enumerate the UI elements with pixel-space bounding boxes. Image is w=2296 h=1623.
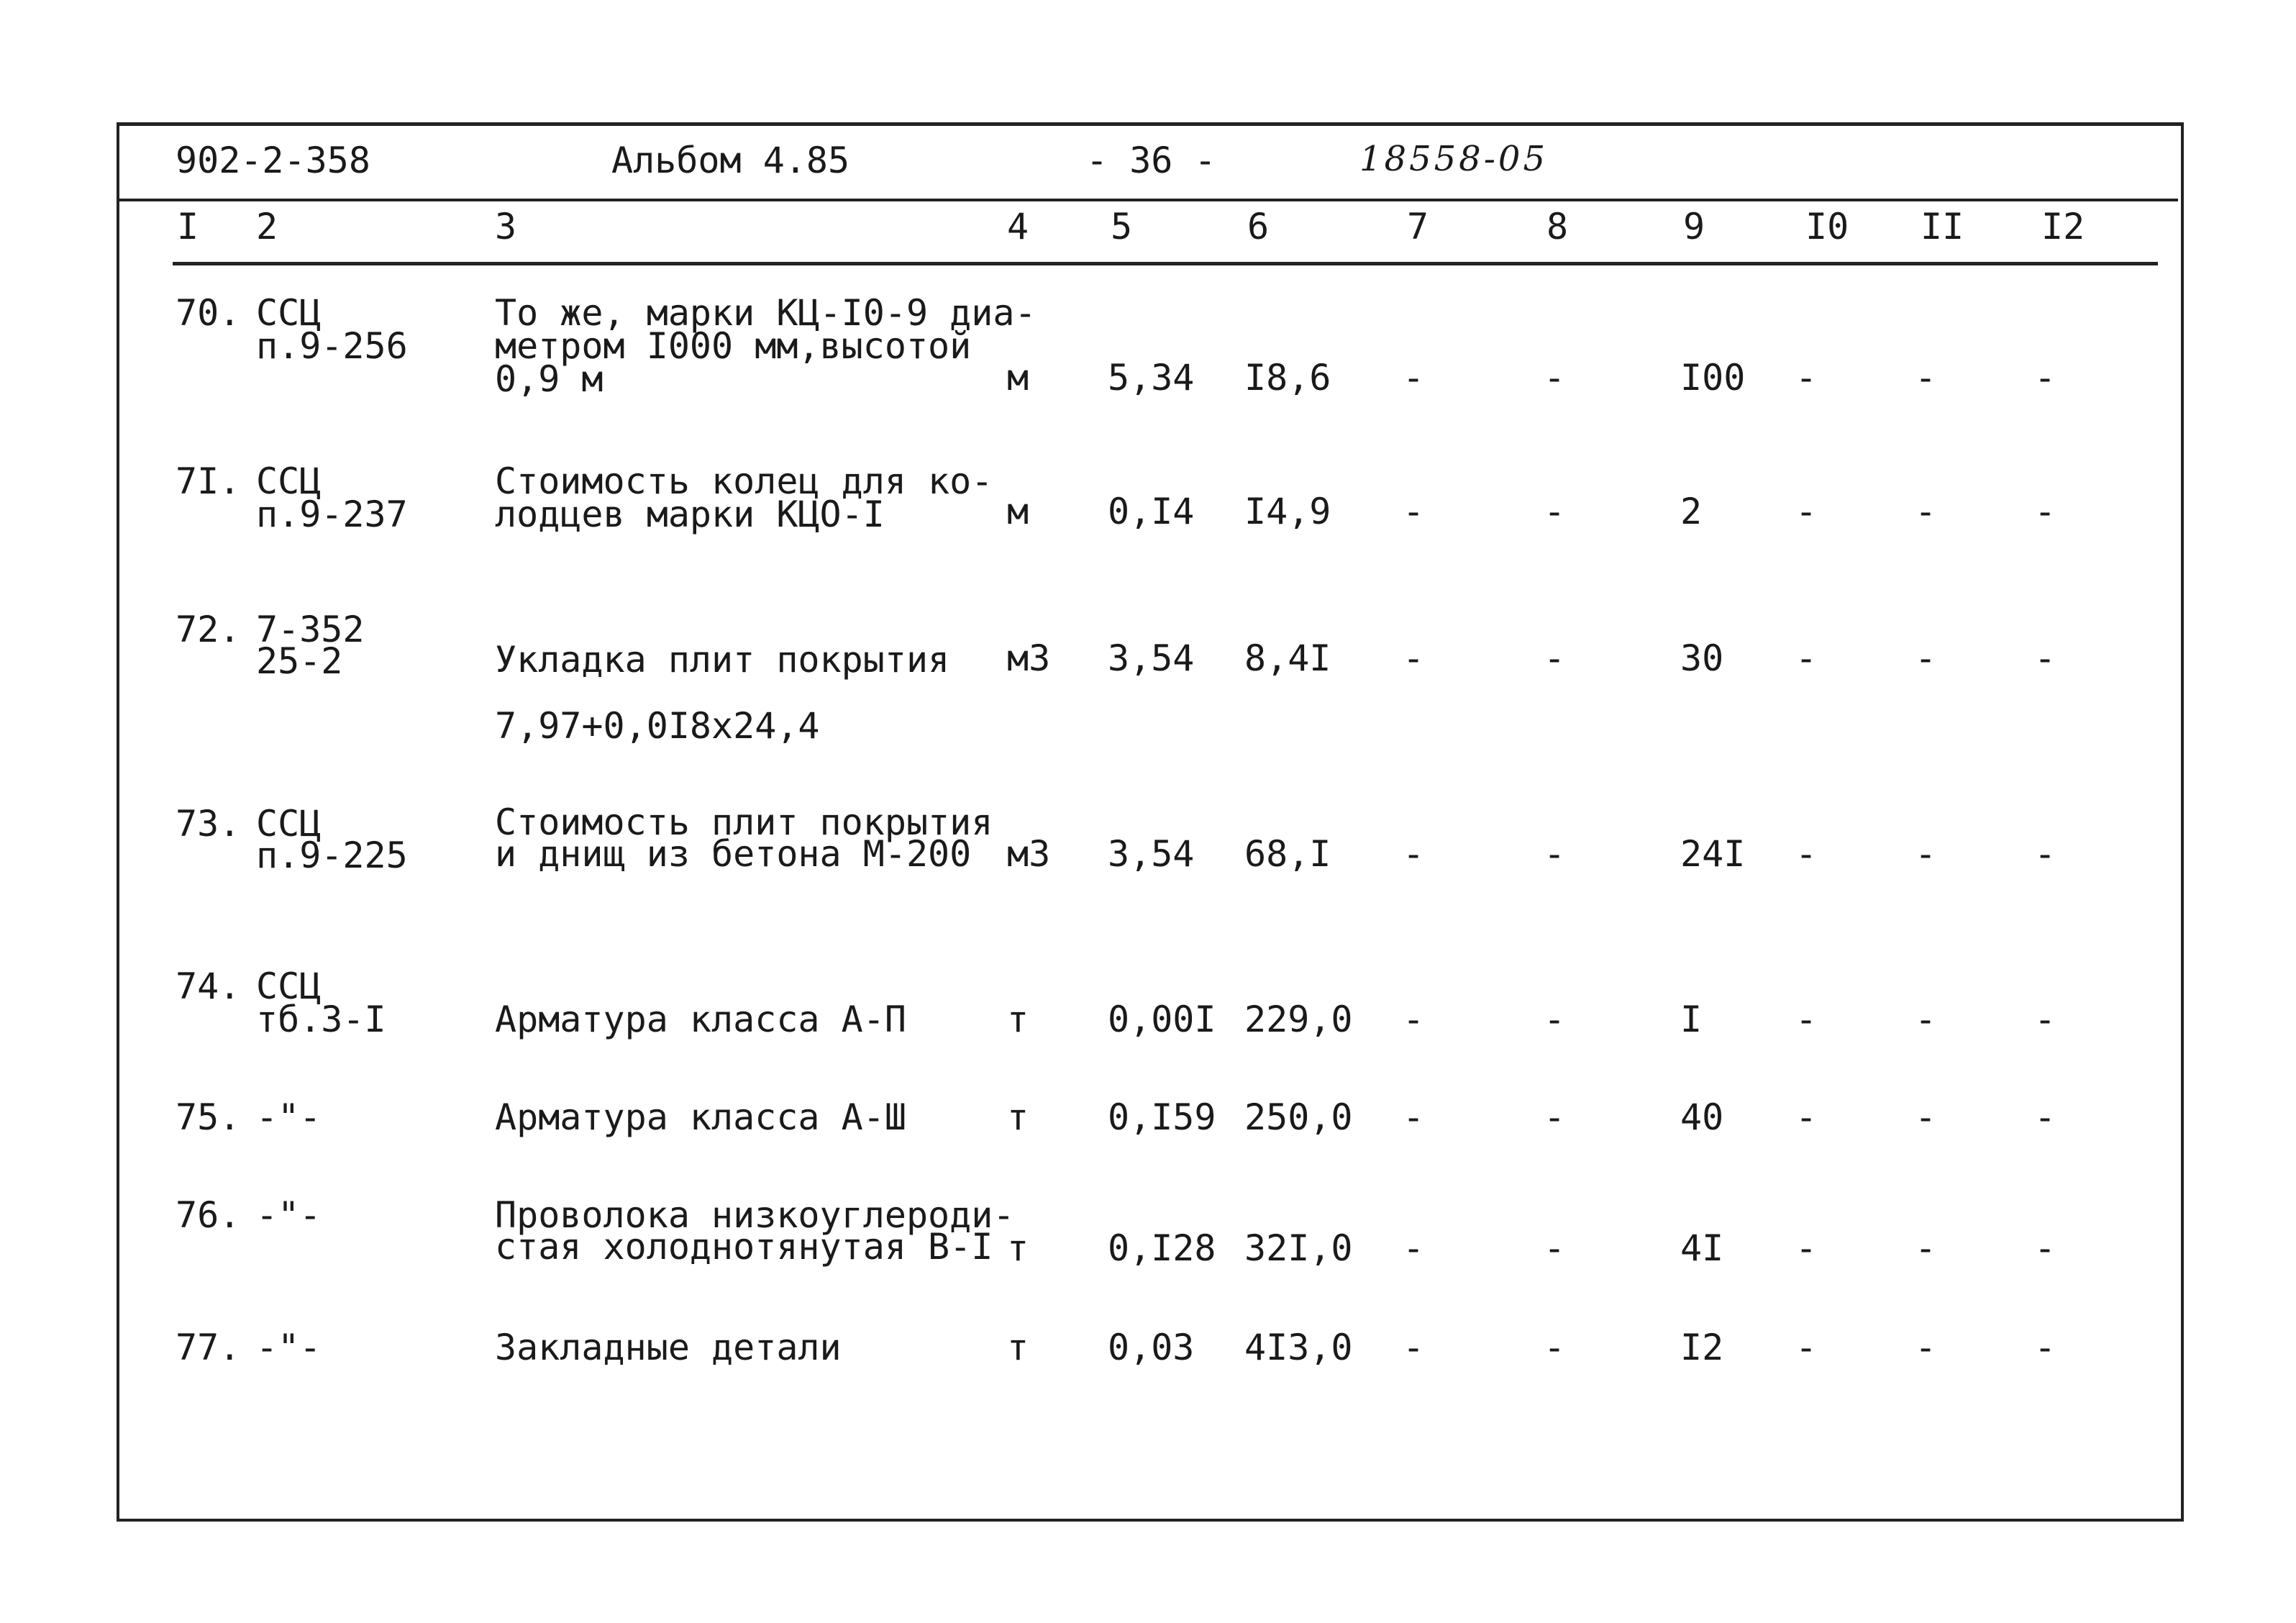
row-72-col7: - xyxy=(1403,637,1425,679)
row-70-col9: I00 xyxy=(1680,357,1746,399)
row-70-col11: - xyxy=(1915,357,1937,399)
row-70-col8: - xyxy=(1544,357,1566,399)
row-77-number: 77. xyxy=(176,1327,241,1368)
row-71-number: 7I. xyxy=(176,460,241,502)
row-70-col7: - xyxy=(1403,357,1425,399)
row-72-col12: - xyxy=(2034,637,2056,679)
row-70-unit: м xyxy=(1007,357,1029,399)
row-76-number: 76. xyxy=(176,1194,241,1236)
row-76-col7: - xyxy=(1403,1227,1425,1269)
row-77-price: 4I3,0 xyxy=(1244,1327,1353,1368)
row-70-code-2: п.9-256 xyxy=(256,325,408,367)
row-77-col12: - xyxy=(2034,1327,2056,1368)
row-70-col12: - xyxy=(2034,357,2056,399)
row-72-number: 72. xyxy=(176,609,241,650)
row-73-price: 68,I xyxy=(1244,833,1331,875)
document-frame xyxy=(117,122,2184,1522)
row-76-col8: - xyxy=(1544,1227,1566,1269)
row-74-number: 74. xyxy=(176,965,241,1007)
row-70-number: 70. xyxy=(176,292,241,334)
row-73-unit: м3 xyxy=(1007,833,1051,875)
row-72-qty: 3,54 xyxy=(1108,637,1195,679)
row-74-col9: I xyxy=(1680,999,1703,1040)
row-76-code-1: -"- xyxy=(256,1194,322,1236)
col-header-9: 9 xyxy=(1683,206,1705,247)
row-76-col11: - xyxy=(1915,1227,1937,1269)
header-divider xyxy=(119,199,2178,201)
row-74-col11: - xyxy=(1915,999,1937,1040)
row-71-desc-1: Стоимость колец для ко- xyxy=(495,460,993,502)
row-73-code-2: п.9-225 xyxy=(256,835,408,876)
row-72-col10: - xyxy=(1795,637,1818,679)
col-header-11: II xyxy=(1921,206,1964,247)
row-74-code-2: тб.3-I xyxy=(256,999,386,1040)
row-75-col7: - xyxy=(1403,1096,1425,1138)
row-71-col8: - xyxy=(1544,491,1566,532)
row-77-col9: I2 xyxy=(1680,1327,1724,1368)
row-75-qty: 0,I59 xyxy=(1108,1096,1216,1138)
col-header-3: 3 xyxy=(495,206,517,247)
row-70-col10: - xyxy=(1795,357,1818,399)
row-75-number: 75. xyxy=(176,1096,241,1138)
page-number: - 36 - xyxy=(1086,140,1216,181)
row-74-price: 229,0 xyxy=(1244,999,1353,1040)
row-75-col11: - xyxy=(1915,1096,1937,1138)
row-75-unit: т xyxy=(1007,1096,1029,1138)
col-header-10: I0 xyxy=(1805,206,1849,247)
row-73-col10: - xyxy=(1795,833,1818,875)
col-header-8: 8 xyxy=(1546,206,1569,247)
col-header-1: I xyxy=(177,206,199,247)
row-73-col12: - xyxy=(2034,833,2056,875)
column-header-divider xyxy=(173,262,2158,265)
row-70-desc-2: метром I000 мм,высотой xyxy=(495,325,972,367)
document-code: 902-2-358 xyxy=(176,140,370,181)
row-75-col8: - xyxy=(1544,1096,1566,1138)
row-70-desc-1: То же, марки КЦ-I0-9 диа- xyxy=(495,292,1037,334)
row-76-col9: 4I xyxy=(1680,1227,1724,1269)
col-header-4: 4 xyxy=(1007,206,1029,247)
col-header-6: 6 xyxy=(1247,206,1270,247)
row-73-qty: 3,54 xyxy=(1108,833,1195,875)
row-75-col12: - xyxy=(2034,1096,2056,1138)
row-76-desc-2: стая холоднотянутая В-I xyxy=(495,1226,993,1268)
row-73-desc-2: и днищ из бетона М-200 xyxy=(495,833,972,875)
row-74-col7: - xyxy=(1403,999,1425,1040)
row-74-col10: - xyxy=(1795,999,1818,1040)
row-74-desc-1: Арматура класса А-П xyxy=(495,999,906,1040)
col-header-2: 2 xyxy=(256,206,278,247)
row-73-number: 73. xyxy=(176,803,241,845)
inventory-number: 18558-05 xyxy=(1359,139,1548,179)
row-71-qty: 0,I4 xyxy=(1108,491,1195,532)
row-77-code-1: -"- xyxy=(256,1327,322,1368)
row-76-col10: - xyxy=(1795,1227,1818,1269)
row-74-code-1: ССЦ xyxy=(256,965,322,1007)
row-71-col7: - xyxy=(1403,491,1425,532)
col-header-12: I2 xyxy=(2041,206,2085,247)
row-72-formula: 7,97+0,0I8х24,4 xyxy=(495,705,820,747)
row-77-col10: - xyxy=(1795,1327,1818,1368)
row-76-col12: - xyxy=(2034,1227,2056,1269)
album-label: Альбом 4.85 xyxy=(611,140,850,181)
row-71-unit: м xyxy=(1007,491,1029,532)
row-77-qty: 0,03 xyxy=(1108,1327,1195,1368)
row-75-col10: - xyxy=(1795,1096,1818,1138)
row-70-qty: 5,34 xyxy=(1108,357,1195,399)
row-71-price: I4,9 xyxy=(1244,491,1331,532)
row-70-price: I8,6 xyxy=(1244,357,1331,399)
row-72-desc-1: Укладка плит покрытия xyxy=(495,639,950,681)
row-77-col7: - xyxy=(1403,1327,1425,1368)
row-75-col9: 40 xyxy=(1680,1096,1724,1138)
row-73-col11: - xyxy=(1915,833,1937,875)
row-77-desc-1: Закладные детали xyxy=(495,1327,842,1368)
row-74-qty: 0,00I xyxy=(1108,999,1216,1040)
row-71-col11: - xyxy=(1915,491,1937,532)
row-71-col12: - xyxy=(2034,491,2056,532)
row-77-unit: т xyxy=(1007,1327,1029,1368)
row-70-code-1: ССЦ xyxy=(256,292,322,334)
row-77-col8: - xyxy=(1544,1327,1566,1368)
row-73-code-1: ССЦ xyxy=(256,803,322,845)
row-71-desc-2: лодцев марки КЦО-I xyxy=(495,494,885,535)
row-71-code-1: ССЦ xyxy=(256,460,322,502)
row-76-desc-1: Проволока низкоуглероди- xyxy=(495,1194,1015,1236)
row-75-price: 250,0 xyxy=(1244,1096,1353,1138)
row-71-col9: 2 xyxy=(1680,491,1703,532)
row-71-col10: - xyxy=(1795,491,1818,532)
row-72-unit: м3 xyxy=(1007,637,1051,679)
row-72-col8: - xyxy=(1544,637,1566,679)
row-72-col9: 30 xyxy=(1680,637,1724,679)
row-74-unit: т xyxy=(1007,999,1029,1040)
col-header-7: 7 xyxy=(1407,206,1429,247)
row-72-code-2: 25-2 xyxy=(256,640,343,682)
row-76-qty: 0,I28 xyxy=(1108,1227,1216,1269)
row-73-col8: - xyxy=(1544,833,1566,875)
row-72-col11: - xyxy=(1915,637,1937,679)
row-74-col12: - xyxy=(2034,999,2056,1040)
row-70-desc-3: 0,9 м xyxy=(495,358,603,400)
row-77-col11: - xyxy=(1915,1327,1937,1368)
row-73-col9: 24I xyxy=(1680,833,1746,875)
row-75-code-1: -"- xyxy=(256,1096,322,1138)
row-76-price: 32I,0 xyxy=(1244,1227,1353,1269)
row-72-price: 8,4I xyxy=(1244,637,1331,679)
row-73-col7: - xyxy=(1403,833,1425,875)
row-76-unit: т xyxy=(1007,1227,1029,1269)
row-71-code-2: п.9-237 xyxy=(256,494,408,535)
row-75-desc-1: Арматура класса А-Ш xyxy=(495,1096,906,1138)
row-74-col8: - xyxy=(1544,999,1566,1040)
col-header-5: 5 xyxy=(1111,206,1133,247)
row-73-desc-1: Стоимость плит покрытия xyxy=(495,801,993,843)
row-72-code-1: 7-352 xyxy=(256,609,365,650)
